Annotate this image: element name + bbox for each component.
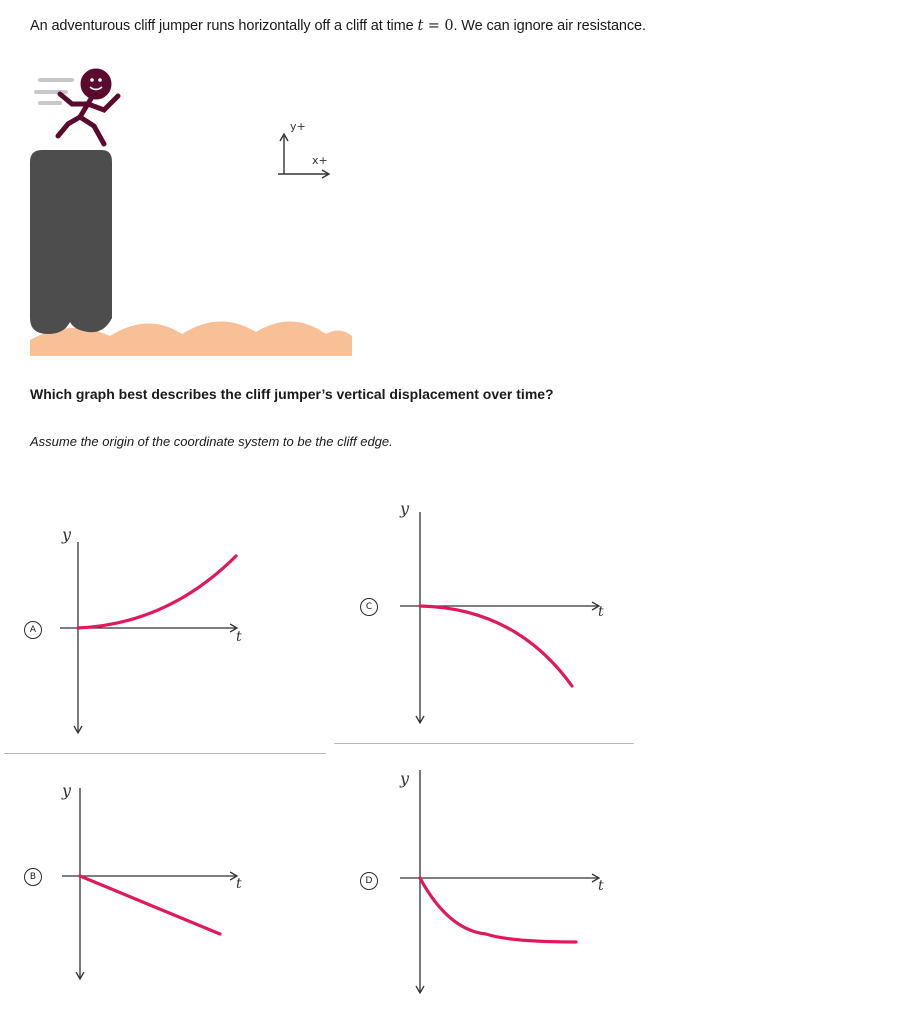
assumption-text: Assume the origin of the coordinate system to be the cliff edge. xyxy=(30,434,393,449)
graph-a-y-label: y xyxy=(62,525,72,544)
choice-badge-a: A xyxy=(24,621,42,639)
cliff-illustration xyxy=(0,0,902,380)
graph-d-t-label: t xyxy=(598,878,604,894)
graph-a-t-label: t xyxy=(236,629,242,645)
graph-c-t-label: t xyxy=(598,604,604,620)
curve-b xyxy=(80,876,220,934)
choice-b[interactable] xyxy=(0,766,330,991)
divider-left xyxy=(4,753,326,754)
choice-badge-d: D xyxy=(360,872,378,890)
choice-a[interactable] xyxy=(0,500,330,745)
divider-right xyxy=(334,743,634,744)
axis-label-y: y+ xyxy=(290,120,306,133)
choice-badge-b: B xyxy=(24,868,42,886)
choice-d[interactable] xyxy=(340,760,640,1000)
curve-a xyxy=(78,556,236,628)
curve-d xyxy=(420,878,576,942)
intro-text-before: An adventurous cliff jumper runs horizontally off a cliff at time xyxy=(30,18,418,34)
axis-label-x: x+ xyxy=(312,154,328,167)
graph-d-y-label: y xyxy=(400,769,410,788)
choice-badge-c: C xyxy=(360,598,378,616)
question-text: Which graph best describes the cliff jumper’s vertical displacement over time? xyxy=(30,386,554,402)
graph-a xyxy=(0,500,330,745)
graph-c xyxy=(340,490,640,735)
graph-b xyxy=(0,766,330,991)
curve-c xyxy=(420,606,572,686)
graph-c-y-label: y xyxy=(400,499,410,518)
choice-c[interactable] xyxy=(340,490,640,735)
graph-d xyxy=(340,760,640,1000)
time-variable: t = 0 xyxy=(417,18,454,34)
graph-b-t-label: t xyxy=(236,876,242,892)
cliff xyxy=(30,150,112,334)
graph-b-y-label: y xyxy=(62,781,72,800)
intro-text-after: . We can ignore air resistance. xyxy=(453,18,646,34)
